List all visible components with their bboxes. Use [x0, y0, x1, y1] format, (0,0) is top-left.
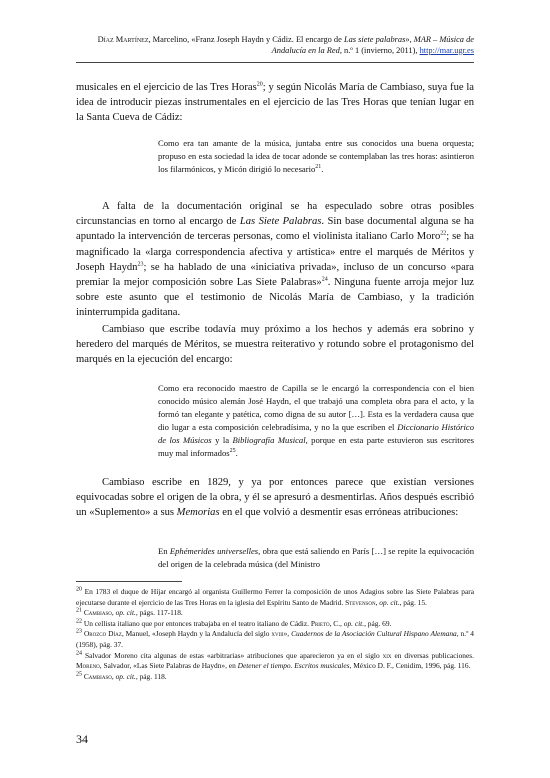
footnote-text: Cambiaso — [83, 608, 112, 618]
block-quote-3 — [158, 545, 474, 571]
p4-work-title: Memorias — [176, 507, 220, 519]
footnote-text: Prieto — [310, 618, 330, 628]
footnote-21 — [76, 608, 474, 619]
footnote-text: Un cellista italiano que por entonces trabajaba en el teatro italiano de Cádiz. — [83, 618, 311, 628]
footnote-number: 23 — [76, 628, 82, 635]
footnote-text: , págs. 117-118. — [135, 608, 183, 618]
paragraph-4 — [76, 475, 474, 521]
paragraph-2 — [76, 199, 474, 321]
q2-title-1: Diccionario Histórico de los Músicos — [158, 421, 474, 445]
header-work-title: Las siete palabras — [343, 35, 406, 44]
q2-end: . — [235, 447, 238, 458]
footnote-ref-23[interactable]: 23 — [137, 261, 144, 268]
footnote-ref-20[interactable]: 20 — [256, 81, 263, 88]
footnote-text: xix — [382, 650, 392, 660]
block-quote-1 — [158, 137, 474, 176]
p2-text-b: . Sin base documental alguna se ha apuntado la intervención de terceras personas, como el violinista italiano Carlo Moro — [76, 216, 474, 243]
footnote-text: , n.º 4 (1958), pág. 37. — [76, 629, 475, 649]
footnote-text: op. cit. — [115, 671, 136, 681]
p3-text: Cambiaso que escribe todavía muy próximo a los hechos y además era sobrino y heredero del marqués de Méritos, se muestra reiterativo y rotundo sobre el protagonismo del marqués en la ejecución del encargo: — [76, 324, 474, 366]
paragraph-3 — [76, 322, 474, 368]
header-url-link[interactable]: http://mar.ugr.es — [419, 46, 474, 55]
footnote-20 — [76, 587, 474, 608]
q1-text: Como era tan amante de la música, juntaba entre sus conocidos una buena orquesta; propuso en esta sociedad la idea de tocar adonde se contemplaban las tres horas: asintieron los filarmónicos, y Micón dirigió lo necesario — [158, 138, 474, 174]
q3-work-title: Ephémerides universelles — [169, 546, 259, 556]
page-number: 34 — [76, 732, 88, 746]
footnote-text: Detener el tiempo. Escritos musicales — [237, 661, 350, 671]
p2-text-c: ; se ha magnificado la «larga correspondencia afectiva y artística» entre el marqués de Méritos y Joseph Haydn — [76, 231, 474, 273]
paragraph-1 — [76, 80, 474, 126]
footnote-text: xviii — [271, 629, 284, 639]
q3-text-b: , obra que está saliendo en París […] se repite la equivocación del origen de la celebrada música (del Ministro — [158, 546, 475, 569]
q2-text-a: Como era reconocido maestro de Capilla se le encargó la correspondencia con el bien conocido músico alemán José Haydn, el que trabajó una completa obra para el acto, y la formó tan elegante y patética, como digna de su autor […]. Esta es la verdadera causa que dio lugar a esta composición celebradísima, y no la que escriben el — [158, 383, 474, 432]
q2-text-c: , porque en esta parte estuvieron sus escritores muy mal informados — [158, 434, 474, 458]
footnote-24 — [76, 651, 474, 672]
footnote-text: op. cit. — [115, 608, 136, 618]
footnote-text: Orozco Díaz — [83, 629, 122, 639]
footnote-ref-22[interactable]: 22 — [440, 230, 447, 237]
footnote-text: Salvador Moreno cita algunas de estas «arbitrarias» atribuciones que aparecieron ya en el siglo — [84, 650, 383, 660]
block-quote-2 — [158, 382, 474, 459]
footnote-text: , — [111, 671, 116, 681]
footnote-text: Moreno — [76, 661, 100, 671]
footnote-ref-25[interactable]: 25 — [229, 447, 236, 454]
p4-text-b: en el que volvió a desmentir esas erróneas atribuciones: — [219, 507, 459, 519]
q1-end: . — [321, 163, 324, 174]
footnote-text: Cuadernos de la Asociación Cultural Hispano Alemana — [291, 629, 457, 639]
footnote-text: , México D. F., Cenidim, 1996, pág. 116. — [349, 661, 471, 671]
p4-text-a: Cambiaso escribe en 1829, y ya por entonces parece que existían versiones equivocadas sobre el origen de la obra, y él se apresuró a desmentirlas. Años después escribió un «Suplemento» a sus — [76, 477, 474, 519]
q2-text-b: y la — [211, 434, 233, 445]
footnote-number: 20 — [76, 586, 82, 593]
footnote-text: , Salvador, «Las Siete Palabras de Haydn», en — [99, 661, 238, 671]
footnote-text: Cambiaso — [83, 671, 112, 681]
footnote-text: , — [111, 608, 116, 618]
p2-text-a: A falta de la documentación original se ha especulado sobre otras posibles circunstancias en torno al encargo de — [76, 201, 474, 228]
footnote-text: , — [375, 597, 380, 607]
footnote-number: 25 — [76, 671, 82, 678]
footnote-text: », — [283, 629, 292, 639]
footnote-text: , pág. 15. — [399, 597, 427, 607]
header-citation: , Marcelino, «Franz Joseph Haydn y Cádiz. El encargo de — [148, 35, 344, 44]
footnote-text: op. cit. — [379, 597, 400, 607]
footnote-number: 21 — [76, 607, 82, 614]
running-header — [70, 34, 474, 56]
footnote-number: 22 — [76, 618, 82, 625]
p2-text-e: . Ninguna fuente arroja mejor luz sobre este asunto que el testimonio de Nicolás María de Cambiaso, y la tradición ininterrumpida gaditana. — [76, 277, 474, 319]
footnote-text: , pág. 118. — [135, 671, 167, 681]
p2-work-title: Las Siete Palabras — [239, 216, 322, 228]
footnote-text: Stevenson — [345, 597, 376, 607]
footnote-25 — [76, 672, 474, 683]
footnote-divider — [76, 581, 182, 582]
footnote-text: en diversas publicaciones. — [391, 650, 475, 660]
p1-text-b: ; y según Nicolás María de Cambiaso, suya fue la idea de introducir piezas instrumentales en el ejercicio de las Tres Horas que tenían lugar en la Santa Cueva de Cádiz: — [76, 82, 475, 124]
footnote-text: , Manuel, «Joseph Haydn y la Andalucía del siglo — [121, 629, 272, 639]
footnote-text: , C., — [329, 618, 344, 628]
p2-text-d: ; se ha hablado de una «iniciativa privada», incluso de un concurso «para premiar la mejor composición sobre Las Siete Palabras» — [76, 261, 475, 289]
footnote-22 — [76, 619, 474, 630]
footnote-23 — [76, 629, 474, 650]
footnote-number: 24 — [76, 650, 82, 657]
header-issue: , n.º 1 (invierno, 2011), — [339, 46, 420, 55]
p1-text-a: musicales en el ejercicio de las Tres Horas — [76, 82, 257, 93]
q3-text-a: En — [158, 546, 170, 556]
header-author: Díaz Martínez — [97, 35, 149, 44]
footnotes-section — [76, 587, 474, 682]
header-divider — [76, 62, 474, 63]
footnote-text: , pág. 69. — [364, 618, 392, 628]
footnote-ref-24[interactable]: 24 — [321, 276, 328, 283]
footnote-ref-21[interactable]: 21 — [315, 163, 322, 170]
q2-title-2: Bibliografía Musical — [232, 434, 306, 445]
footnote-text: op. cit. — [343, 618, 365, 628]
header-sep: », — [405, 35, 414, 44]
footnote-text: En 1783 el duque de Híjar encargó al organista Guillermo Ferrer la composición de unos Adagios sobre las Siete Palabras para ejecutarse durante el ejercicio de las Tres Horas en la iglesia del Espíritu Santo de Madrid. — [76, 587, 474, 607]
header-journal: MAR – Música de Andalucía en la Red — [271, 35, 474, 55]
